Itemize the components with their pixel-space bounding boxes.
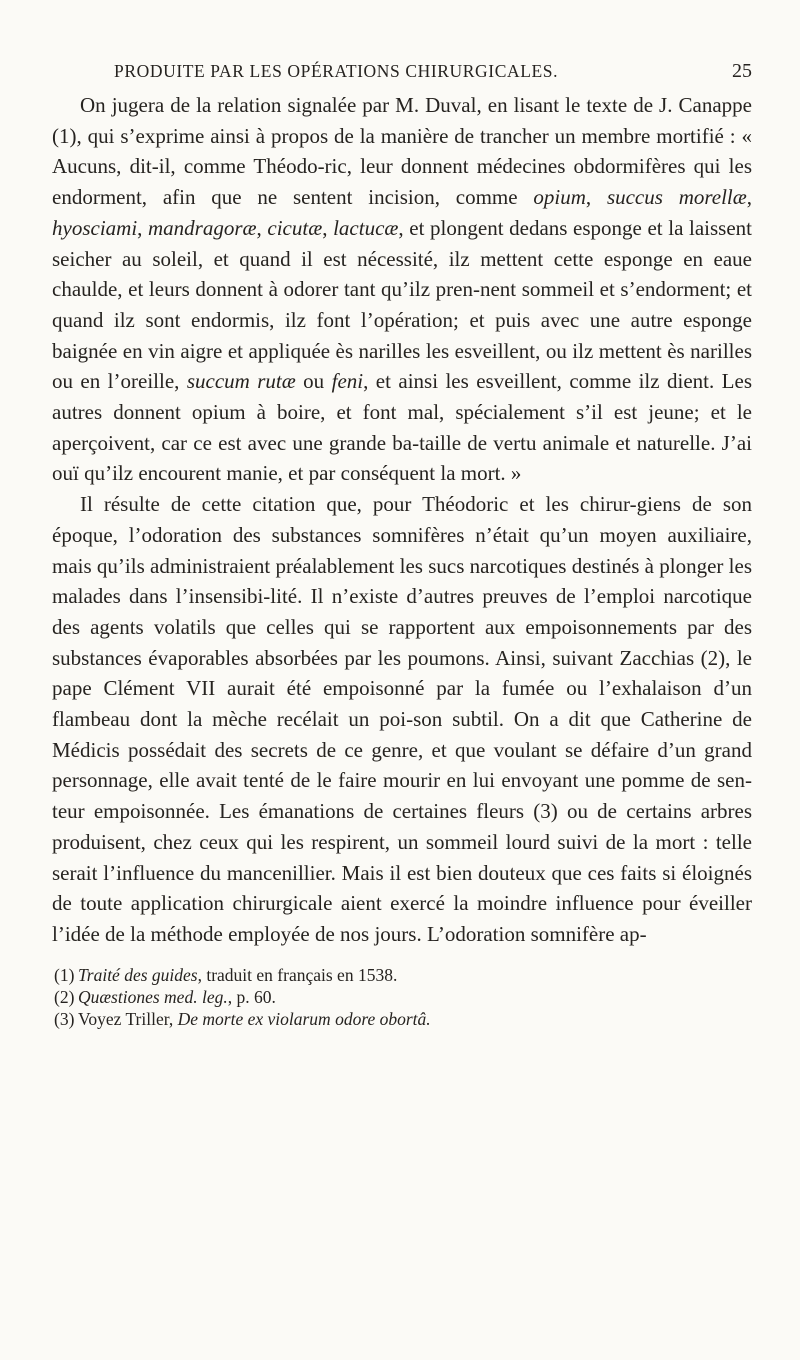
text-run: , xyxy=(256,215,268,240)
text-run: Voyez Triller, xyxy=(78,1008,178,1029)
text-run: , xyxy=(746,185,753,210)
page-number: 25 xyxy=(732,60,752,82)
text-run: , p. 60. xyxy=(227,986,276,1007)
body-text xyxy=(52,90,752,950)
text-run: On jugera de la relation signalée par M. Duval, en lisant le texte de J. Canappe (1), qui s’exprime ainsi à propos de la manière de trancher un membre mortifié : « Aucuns, dit-il, comme Théodo-ric, leur donnent médecines obdormifères qui les endorment, afin que ne sentent incision, comme xyxy=(52,93,752,210)
text-run: ou xyxy=(295,369,332,394)
italic-text: mandragoræ xyxy=(148,215,257,240)
text-run: , xyxy=(322,215,334,240)
italic-text: cicutæ xyxy=(267,215,323,240)
running-title: PRODUITE PAR LES OPÉRATIONS CHIRURGICALES. xyxy=(114,61,559,81)
footnote xyxy=(52,1008,752,1030)
italic-text: succus morellæ xyxy=(606,185,747,210)
italic-text: opium xyxy=(533,185,586,210)
footnote xyxy=(52,986,752,1008)
text-run: , xyxy=(585,185,607,210)
italic-text: succum rutæ xyxy=(186,369,296,394)
footnotes xyxy=(52,964,752,1030)
italic-text: De morte ex violarum odore obortâ. xyxy=(177,1008,431,1029)
text-run: , et plongent dedans esponge et la laissent seicher au soleil, et quand il est nécessité, ilz mettent cette esponge en eaue chaulde, et leurs donnent à odorer tant qu’ilz pren-nent sommeil et s’endorment; et quand ilz sont endormis, ilz font l’opération; et puis avec une autre esponge baignée en vin aigre et appliquée ès narilles les esveillent, ou ilz mettent ès narilles ou en l’oreille, xyxy=(52,215,752,394)
italic-text: feni xyxy=(331,369,364,394)
book-page xyxy=(52,60,752,1030)
italic-text: lactucæ xyxy=(333,215,399,240)
italic-text: Quæstiones med. leg. xyxy=(78,986,228,1007)
text-run: , et ainsi les esveillent, comme ilz dient. Les autres donnent opium à boire, et font mal, spécialement s’il est jeune; et le aperçoivent, car ce est avec une grande ba-taille de vertu animale et naturelle. J’ai ouï qu’ilz encourent manie, et par conséquent la mort. » xyxy=(52,369,752,486)
text-run: , traduit en français en 1538. xyxy=(197,964,398,985)
footnote-number: (1) xyxy=(54,964,75,985)
running-head xyxy=(114,60,752,90)
text-run: , xyxy=(137,215,149,240)
text-run: Il résulte de cette citation que, pour Théodoric et les chirur-giens de son époque, l’odoration des substances somnifères n’était qu’un moyen auxiliaire, mais qu’ils administraient préalablement les sucs narcotiques destinés à plonger les malades dans l’insensibi-lité. Il n’existe d’autres preuves de l’emploi narcotique des agents volatils que celles qui se rapportent aux empoisonnements par des substances évaporables absorbées par les poumons. Ainsi, suivant Zacchias (2), le pape Clément VII aurait été empoisonné par la fumée ou l’exhalaison d’un flambeau dont la mèche recélait un poi-son subtil. On a dit que Catherine de Médicis possédait des secrets de ce genre, et que voulant se défaire d’un grand personnage, elle avait tenté de le faire mourir en lui envoyant une pomme de sen-teur empoisonnée. Les émanations de certaines fleurs (3) ou de certains arbres produisent, chez ceux qui les respirent, un sommeil lourd suivi de la mort : telle serait l’influence du mancenillier. Mais il est bien douteux que ces faits si éloignés de toute application chirurgicale aient exercé la moindre influence pour éveiller l’idée de la méthode employée de nos jours. L’odoration somnifère ap- xyxy=(52,492,752,946)
paragraph xyxy=(52,90,752,489)
footnote-number: (2) xyxy=(54,986,75,1007)
italic-text: Traité des guides xyxy=(78,964,198,985)
paragraph xyxy=(52,489,752,950)
italic-text: hyosciami xyxy=(52,215,138,240)
footnote-number: (3) xyxy=(54,1008,75,1029)
footnote xyxy=(52,964,752,986)
